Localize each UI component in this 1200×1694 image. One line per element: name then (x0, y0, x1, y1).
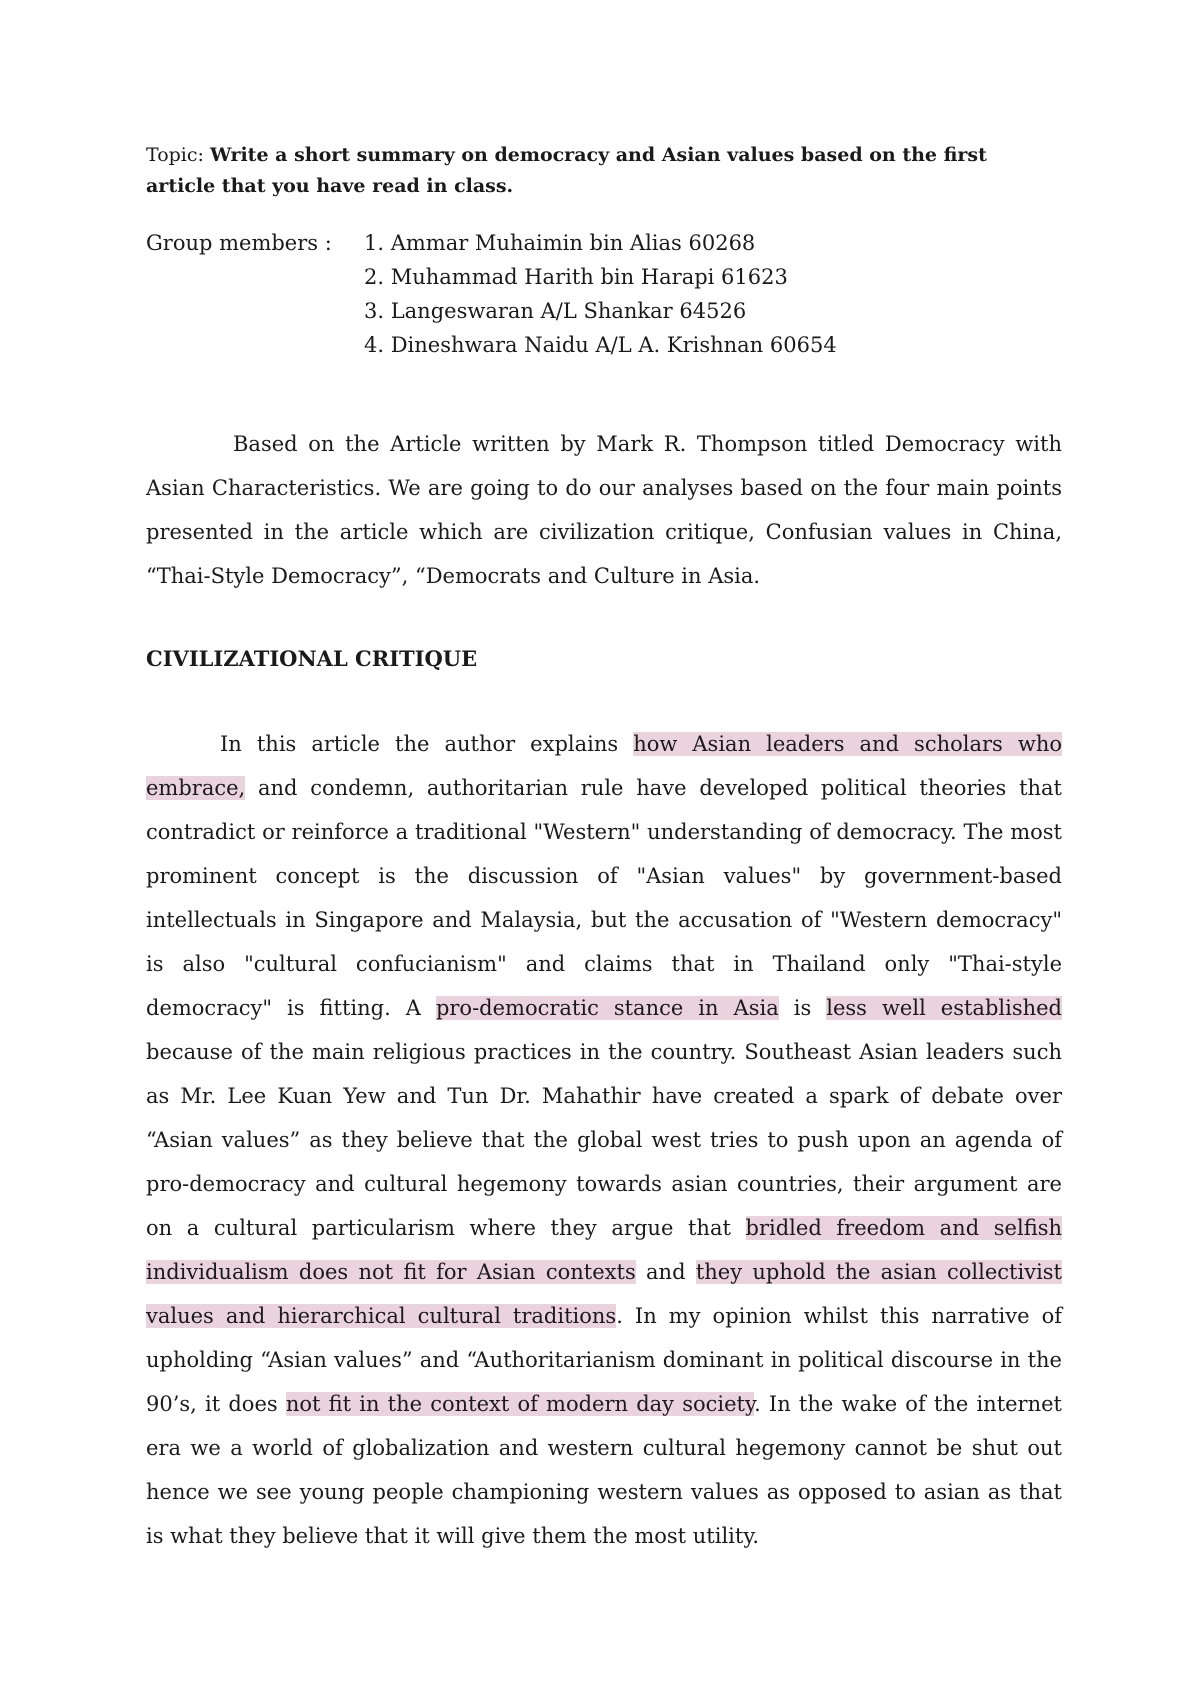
body-segment: . In my opinion whilst this narrative of upholding “Asian values” and “Authoritarianism dominant in political discourse in the 90’s, it does (146, 1304, 1062, 1416)
document-content (146, 140, 1062, 1558)
group-member: 1. Ammar Muhaimin bin Alias 60268 (364, 231, 756, 255)
topic (146, 140, 1062, 202)
body-segment: In this article the author explains (220, 732, 634, 756)
section-body-paragraph (146, 722, 1062, 1558)
group-members-label: Group members : (146, 231, 332, 255)
group-member: 3. Langeswaran A/L Shankar 64526 (364, 299, 747, 323)
section-heading: CIVILIZATIONAL CRITIQUE (146, 646, 478, 671)
body-segment: because of the main religious practices in the country. Southeast Asian leaders such as Mr. Lee Kuan Yew and Tun Dr. Mahathir have created a spark of debate over “Asian values” as they believe that the global west tries to push upon an agenda of pro-democracy and cultural hegemony towards asian countries, their argument are on a cultural particularism where they argue that (146, 1040, 1062, 1240)
topic-label: Topic: (146, 144, 210, 166)
body-segment: is (778, 996, 827, 1020)
highlighted-text: not fit in the context of modern day society (285, 1392, 755, 1416)
group-members-list (364, 226, 837, 362)
highlighted-text: pro-democratic stance in Asia (435, 996, 779, 1020)
topic-text: Write a short summary on democracy and Asian values based on the first article that you have read in class. (146, 144, 987, 197)
body-segment: . In the wake of the internet era we a world of globalization and western cultural hegemony cannot be shut out hence we see young people championing western values as opposed to asian as that is what they believe that it will give them the most utility. (146, 1392, 1062, 1548)
group-member: 4. Dineshwara Naidu A/L A. Krishnan 60654 (364, 333, 837, 357)
group-members (146, 226, 1062, 362)
highlighted-text: how Asian leaders and scholars who embrace, (146, 732, 1062, 800)
highlighted-text: they uphold the asian collectivist values and hierarchical cultural traditions (146, 1260, 1062, 1328)
highlighted-text: less well established (826, 996, 1063, 1020)
group-member: 2. Muhammad Harith bin Harapi 61623 (364, 265, 788, 289)
highlighted-text: bridled freedom and selfish individualism does not fit for Asian contexts (146, 1216, 1062, 1284)
intro-paragraph: Based on the Article written by Mark R. Thompson titled Democracy with Asian Characteristics. We are going to do our analyses based on the four main points presented in the article which are civilization critique, Confusian values in China, “Thai-Style Democracy”, “Democrats and Culture in Asia. (146, 432, 1062, 588)
body-segment: and (635, 1260, 696, 1284)
body-segment: and condemn, authoritarian rule have developed political theories that contradict or reinforce a traditional "Western" understanding of democracy. The most prominent concept is the discussion of "Asian values" by government-based intellectuals in Singapore and Malaysia, but the accusation of "Western democracy" is also "cultural confucianism" and claims that in Thailand only "Thai-style democracy" is fitting. A (146, 776, 1062, 1020)
